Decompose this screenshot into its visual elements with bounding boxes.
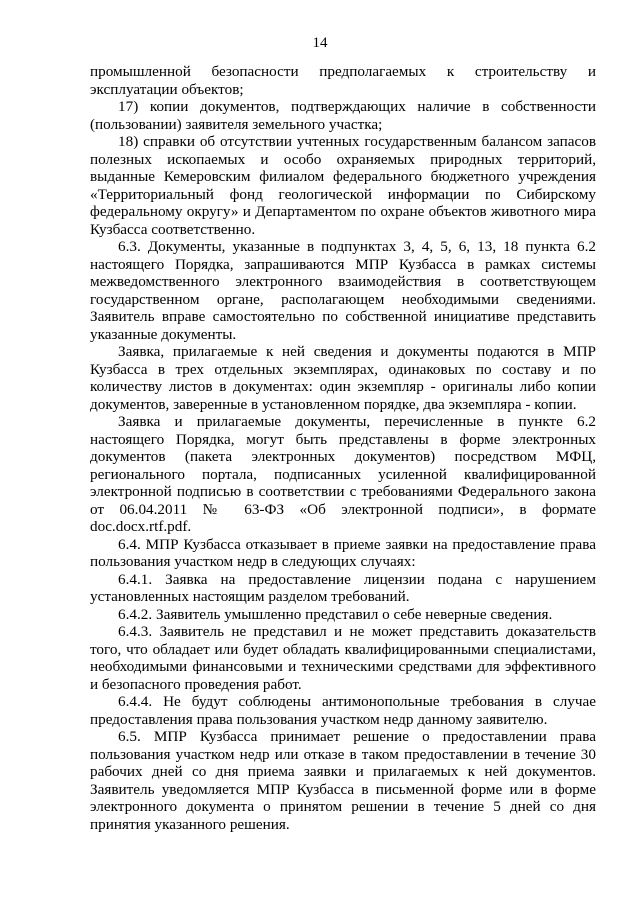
paragraph-6-4-2: 6.4.2. Заявитель умышленно представил о себе неверные сведения. xyxy=(118,605,553,623)
paragraph-6-4: 6.4. МПР Кузбасса отказывает в приеме заявки на предоставление права пользования участком недр в следующих случаях: xyxy=(90,535,596,570)
paragraph-continuation-16: промышленной безопасности предполагаемых к строительству и эксплуатации объектов; xyxy=(90,63,596,98)
paragraph-6-4-1: 6.4.1. Заявка на предоставление лицензии подана с нарушением установленных настоящим разделом требований. xyxy=(90,570,596,605)
paragraph-6-4-4: 6.4.4. Не будут соблюдены антимонопольные требования в случае предоставления права пользования участком недр данному заявителю. xyxy=(90,693,596,728)
page-number: 14 xyxy=(312,35,328,51)
paragraph-item-17: 17) копии документов, подтверждающих наличие в собственности (пользовании) заявителя земельного участка; xyxy=(90,98,596,133)
paragraph-6-4-3: 6.4.3. Заявитель не представил и не может представить доказательств того, что обладает или будет обладать квалифицированными специалистами, необходимыми финансовыми и техническими средствами для эффективного и безопасного проведения работ. xyxy=(90,623,596,693)
paragraph-6-3: 6.3. Документы, указанные в подпунктах 3, 4, 5, 6, 13, 18 пункта 6.2 настоящего Порядка, запрашиваются МПР Кузбасса в рамках системы межведомственного электронного взаимодействия в соответствующем государственном органе, располагающем необходимыми сведениями. Заявитель вправе самостоятельно по собственной инициативе представить указанные документы. xyxy=(90,238,596,343)
paragraph-6-5: 6.5. МПР Кузбасса принимает решение о предоставлении права пользования участком недр или отказе в таком предоставлении в течение 30 рабочих дней со дня приема заявки и прилагаемых к ней документов. Заявитель уведомляется МПР Кузбасса в письменной форме или в форме электронного документа о принятом решении в течение 5 дней со дня принятия указанного решения. xyxy=(90,728,596,833)
paragraph-item-18: 18) справки об отсутствии учтенных государственным балансом запасов полезных ископаемых и особо охраняемых природных территорий, выданные Кемеровским филиалом федерального бюджетного учреждения «Территориальный фонд геологической информации по Сибирскому федеральному округу» и Департаментом по охране объектов животного мира Кузбасса соответственно. xyxy=(90,133,596,238)
paragraph-application-copies: Заявка, прилагаемые к ней сведения и документы подаются в МПР Кузбасса в трех отдельных экземплярах, одинаковых по составу и по количеству листов в документах: один экземпляр - оригиналы либо копии документов, заверенные в установленном порядке, два экземпляра - копии. xyxy=(90,343,596,413)
paragraph-electronic-submission: Заявка и прилагаемые документы, перечисленные в пункте 6.2 настоящего Порядка, могут быть представлены в форме электронных документов (пакета электронных документов) посредством МФЦ, регионального портала, подписанных усиленной квалифицированной электронной подписью в соответствии с требованиями Федерального закона от 06.04.2011 № 63-ФЗ «Об электронной подписи», в формате doc.docx.rtf.pdf. xyxy=(90,413,596,535)
document-body xyxy=(90,63,596,833)
